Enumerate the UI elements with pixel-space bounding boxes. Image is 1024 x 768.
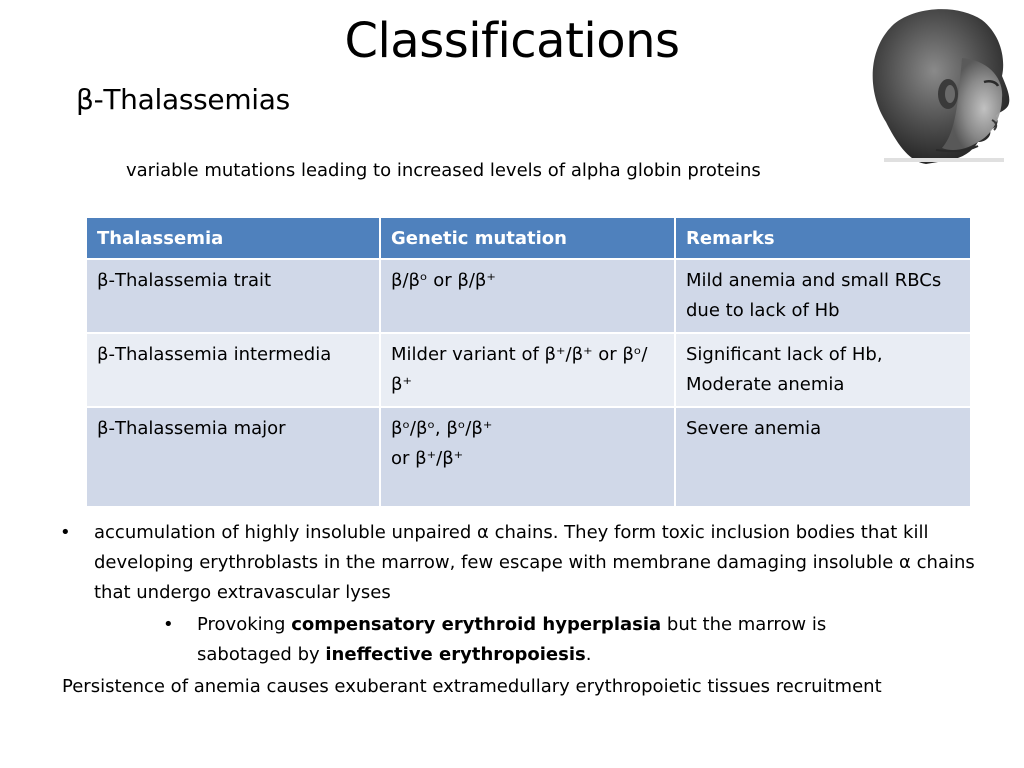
cell-thalassemia: β-Thalassemia major: [86, 407, 380, 507]
cell-remarks: Significant lack of Hb, Moderate anemia: [675, 333, 971, 407]
closing-text: Persistence of anemia causes exuberant extramedullary erythropoietic tissues recruitment: [62, 676, 882, 697]
header-genetic-mutation: Genetic mutation: [380, 217, 675, 259]
sub-text-bold: ineffective erythropoiesis: [325, 644, 586, 665]
thalassemia-table: [85, 216, 972, 508]
table-row: [86, 407, 971, 507]
table-header-row: [86, 217, 971, 259]
cell-genetic-mutation: Milder variant of β⁺/β⁺ or βᵒ/β⁺: [380, 333, 675, 407]
slide-subtitle: β-Thalassemias: [76, 83, 290, 116]
sub-text-part: Provoking: [197, 614, 292, 635]
cell-remarks: Mild anemia and small RBCs due to lack of Hb: [675, 259, 971, 333]
bullet-sub: [163, 610, 923, 670]
bullet-sub-text: [197, 610, 923, 670]
table-row: [86, 259, 971, 333]
cell-genetic-mutation: β/βᵒ or β/β⁺: [380, 259, 675, 333]
header-thalassemia: Thalassemia: [86, 217, 380, 259]
bullet-marker: •: [163, 614, 174, 635]
slide-title: Classifications: [344, 13, 680, 69]
cell-thalassemia: β-Thalassemia trait: [86, 259, 380, 333]
cell-remarks: Severe anemia: [675, 407, 971, 507]
child-head-photo: [866, 2, 1016, 166]
cell-thalassemia: β-Thalassemia intermedia: [86, 333, 380, 407]
bullet-main: [60, 518, 990, 608]
sub-text-part: but the marrow is sabotaged by: [197, 614, 827, 665]
intro-text: variable mutations leading to increased levels of alpha globin proteins: [126, 160, 761, 181]
sub-text-bold: compensatory erythroid hyperplasia: [291, 614, 662, 635]
cell-genetic-mutation: βᵒ/βᵒ, βᵒ/β⁺ or β⁺/β⁺: [380, 407, 675, 507]
header-remarks: Remarks: [675, 217, 971, 259]
bullet-main-text: accumulation of highly insoluble unpaired α chains. They form toxic inclusion bodies that kill developing erythroblasts in the marrow, few escape with membrane damaging insoluble α chains that undergo extravascular lyses: [94, 522, 975, 603]
table-row: [86, 333, 971, 407]
bullet-marker: •: [60, 522, 71, 543]
child-head-profile-icon: [866, 2, 1016, 166]
sub-text-part: .: [585, 644, 592, 665]
